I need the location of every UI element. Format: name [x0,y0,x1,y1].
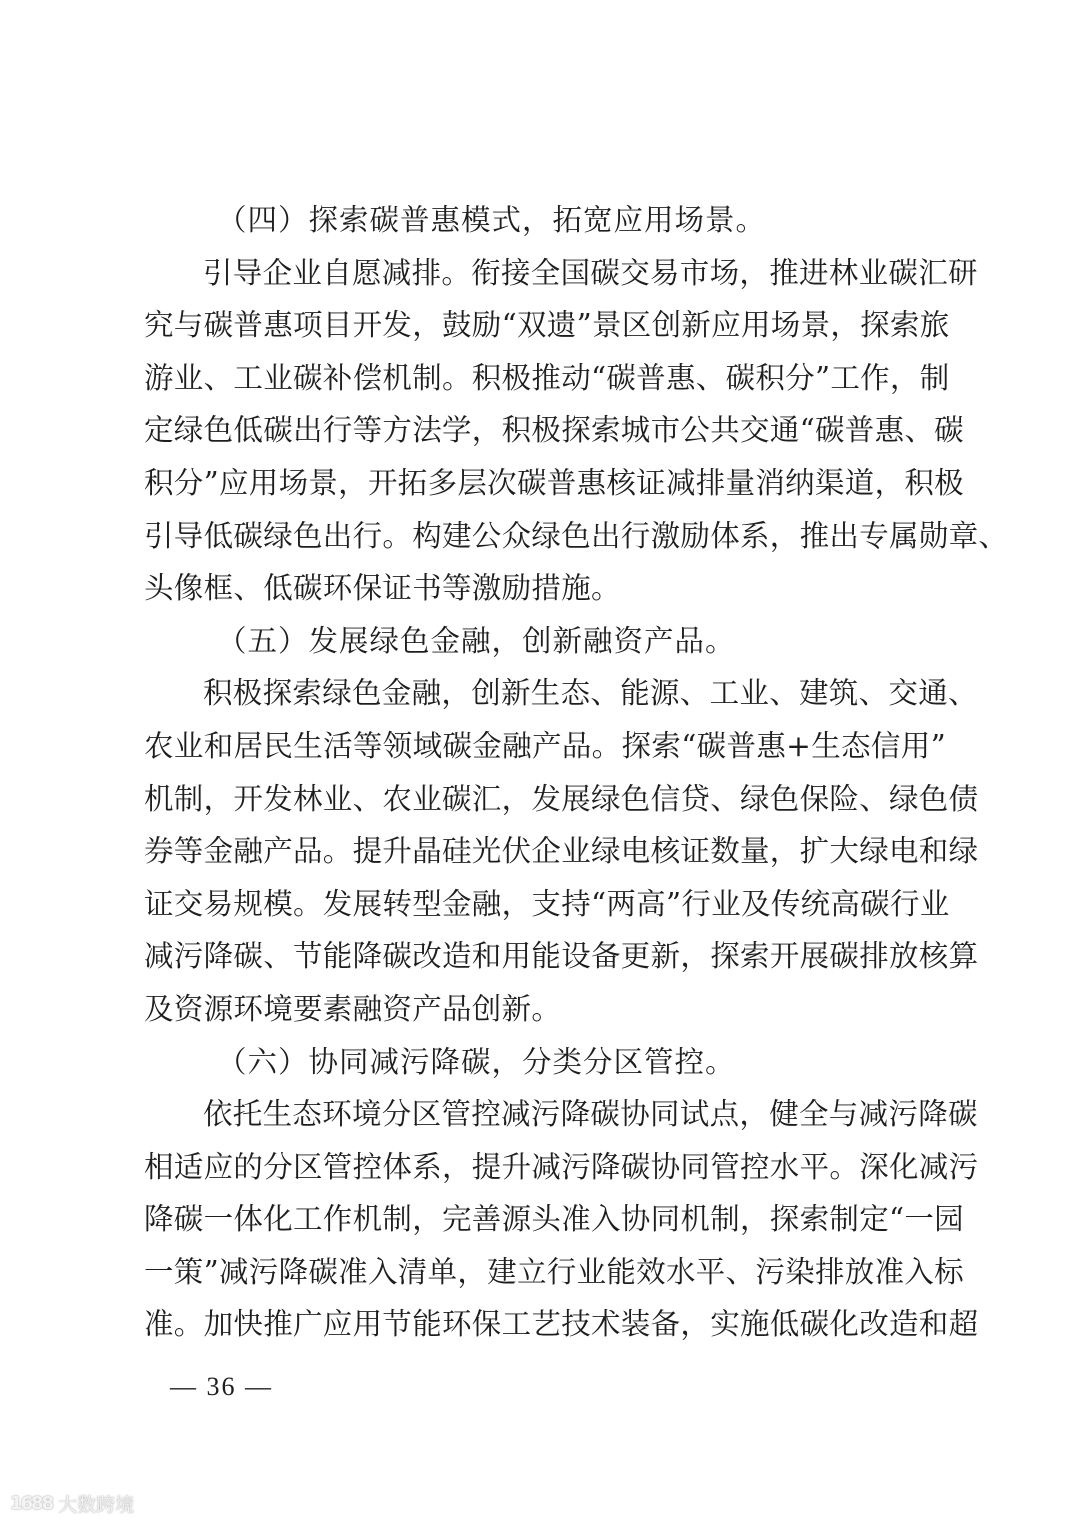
watermark-text: 大数跨境 [58,1494,135,1516]
text-line: 引导企业自愿减排。衔接全国碳交易市场，推进林业碳汇研 [203,255,978,290]
paragraph [144,667,979,1035]
text-line: 农业和居民生活等领域碳金融产品。探索“碳普惠+生态信用” [144,728,946,763]
section-5 [144,615,979,1036]
text-line: 一策”减污降碳准入清单，建立行业能效水平、污染排放准入标 [144,1254,964,1289]
text-line: 及资源环境要素融资产品创新。 [144,991,562,1026]
page-number: — 36 — [170,1372,273,1401]
text-line: 定绿色低碳出行等方法学，积极探索城市公共交通“碳普惠、碳 [144,413,964,448]
paragraph [144,247,1009,615]
watermark-logo-icon: 1688 [10,1493,53,1514]
section-heading: （六）协同减污降碳，分类分区管控。 [217,1044,736,1079]
document-page [144,194,1009,1351]
watermark [10,1490,134,1517]
paragraph [144,1088,979,1351]
section-heading: （五）发展绿色金融，创新融资产品。 [217,623,736,658]
text-line: 券等金融产品。提升晶硅光伏企业绿电核证数量，扩大绿电和绿 [144,834,979,869]
text-line: 依托生态环境分区管控减污降碳协同试点，健全与减污降碳 [203,1097,978,1132]
section-4 [144,194,1009,615]
text-line: 积极探索绿色金融，创新生态、能源、工业、建筑、交通、 [203,676,978,711]
text-line: 相适应的分区管控体系，提升减污降碳协同管控水平。深化减污 [144,1149,979,1184]
text-line: 准。加快推广应用节能环保工艺技术装备，实施低碳化改造和超 [144,1307,979,1342]
text-line: 究与碳普惠项目开发，鼓励“双遗”景区创新应用场景，探索旅 [144,308,950,343]
section-heading: （四）探索碳普惠模式，拓宽应用场景。 [217,203,767,237]
section-6 [144,1036,979,1352]
text-line: 证交易规模。发展转型金融，支持“两高”行业及传统高碳行业 [144,886,950,921]
text-line: 机制，开发林业、农业碳汇，发展绿色信贷、绿色保险、绿色债 [144,781,979,816]
text-line: 降碳一体化工作机制，完善源头准入协同机制，探索制定“一园 [144,1202,964,1237]
text-line: 积分”应用场景，开拓多层次碳普惠核证减排量消纳渠道，积极 [144,465,964,500]
text-line: 游业、工业碳补偿机制。积极推动“碳普惠、碳积分”工作，制 [144,360,950,395]
text-line: 减污降碳、节能降碳改造和用能设备更新，探索开展碳排放核算 [144,939,979,974]
text-line: 引导低碳绿色出行。构建公众绿色出行激励体系，推出专属勋章、 [144,518,1009,553]
text-line: 头像框、低碳环保证书等激励措施。 [144,571,621,606]
